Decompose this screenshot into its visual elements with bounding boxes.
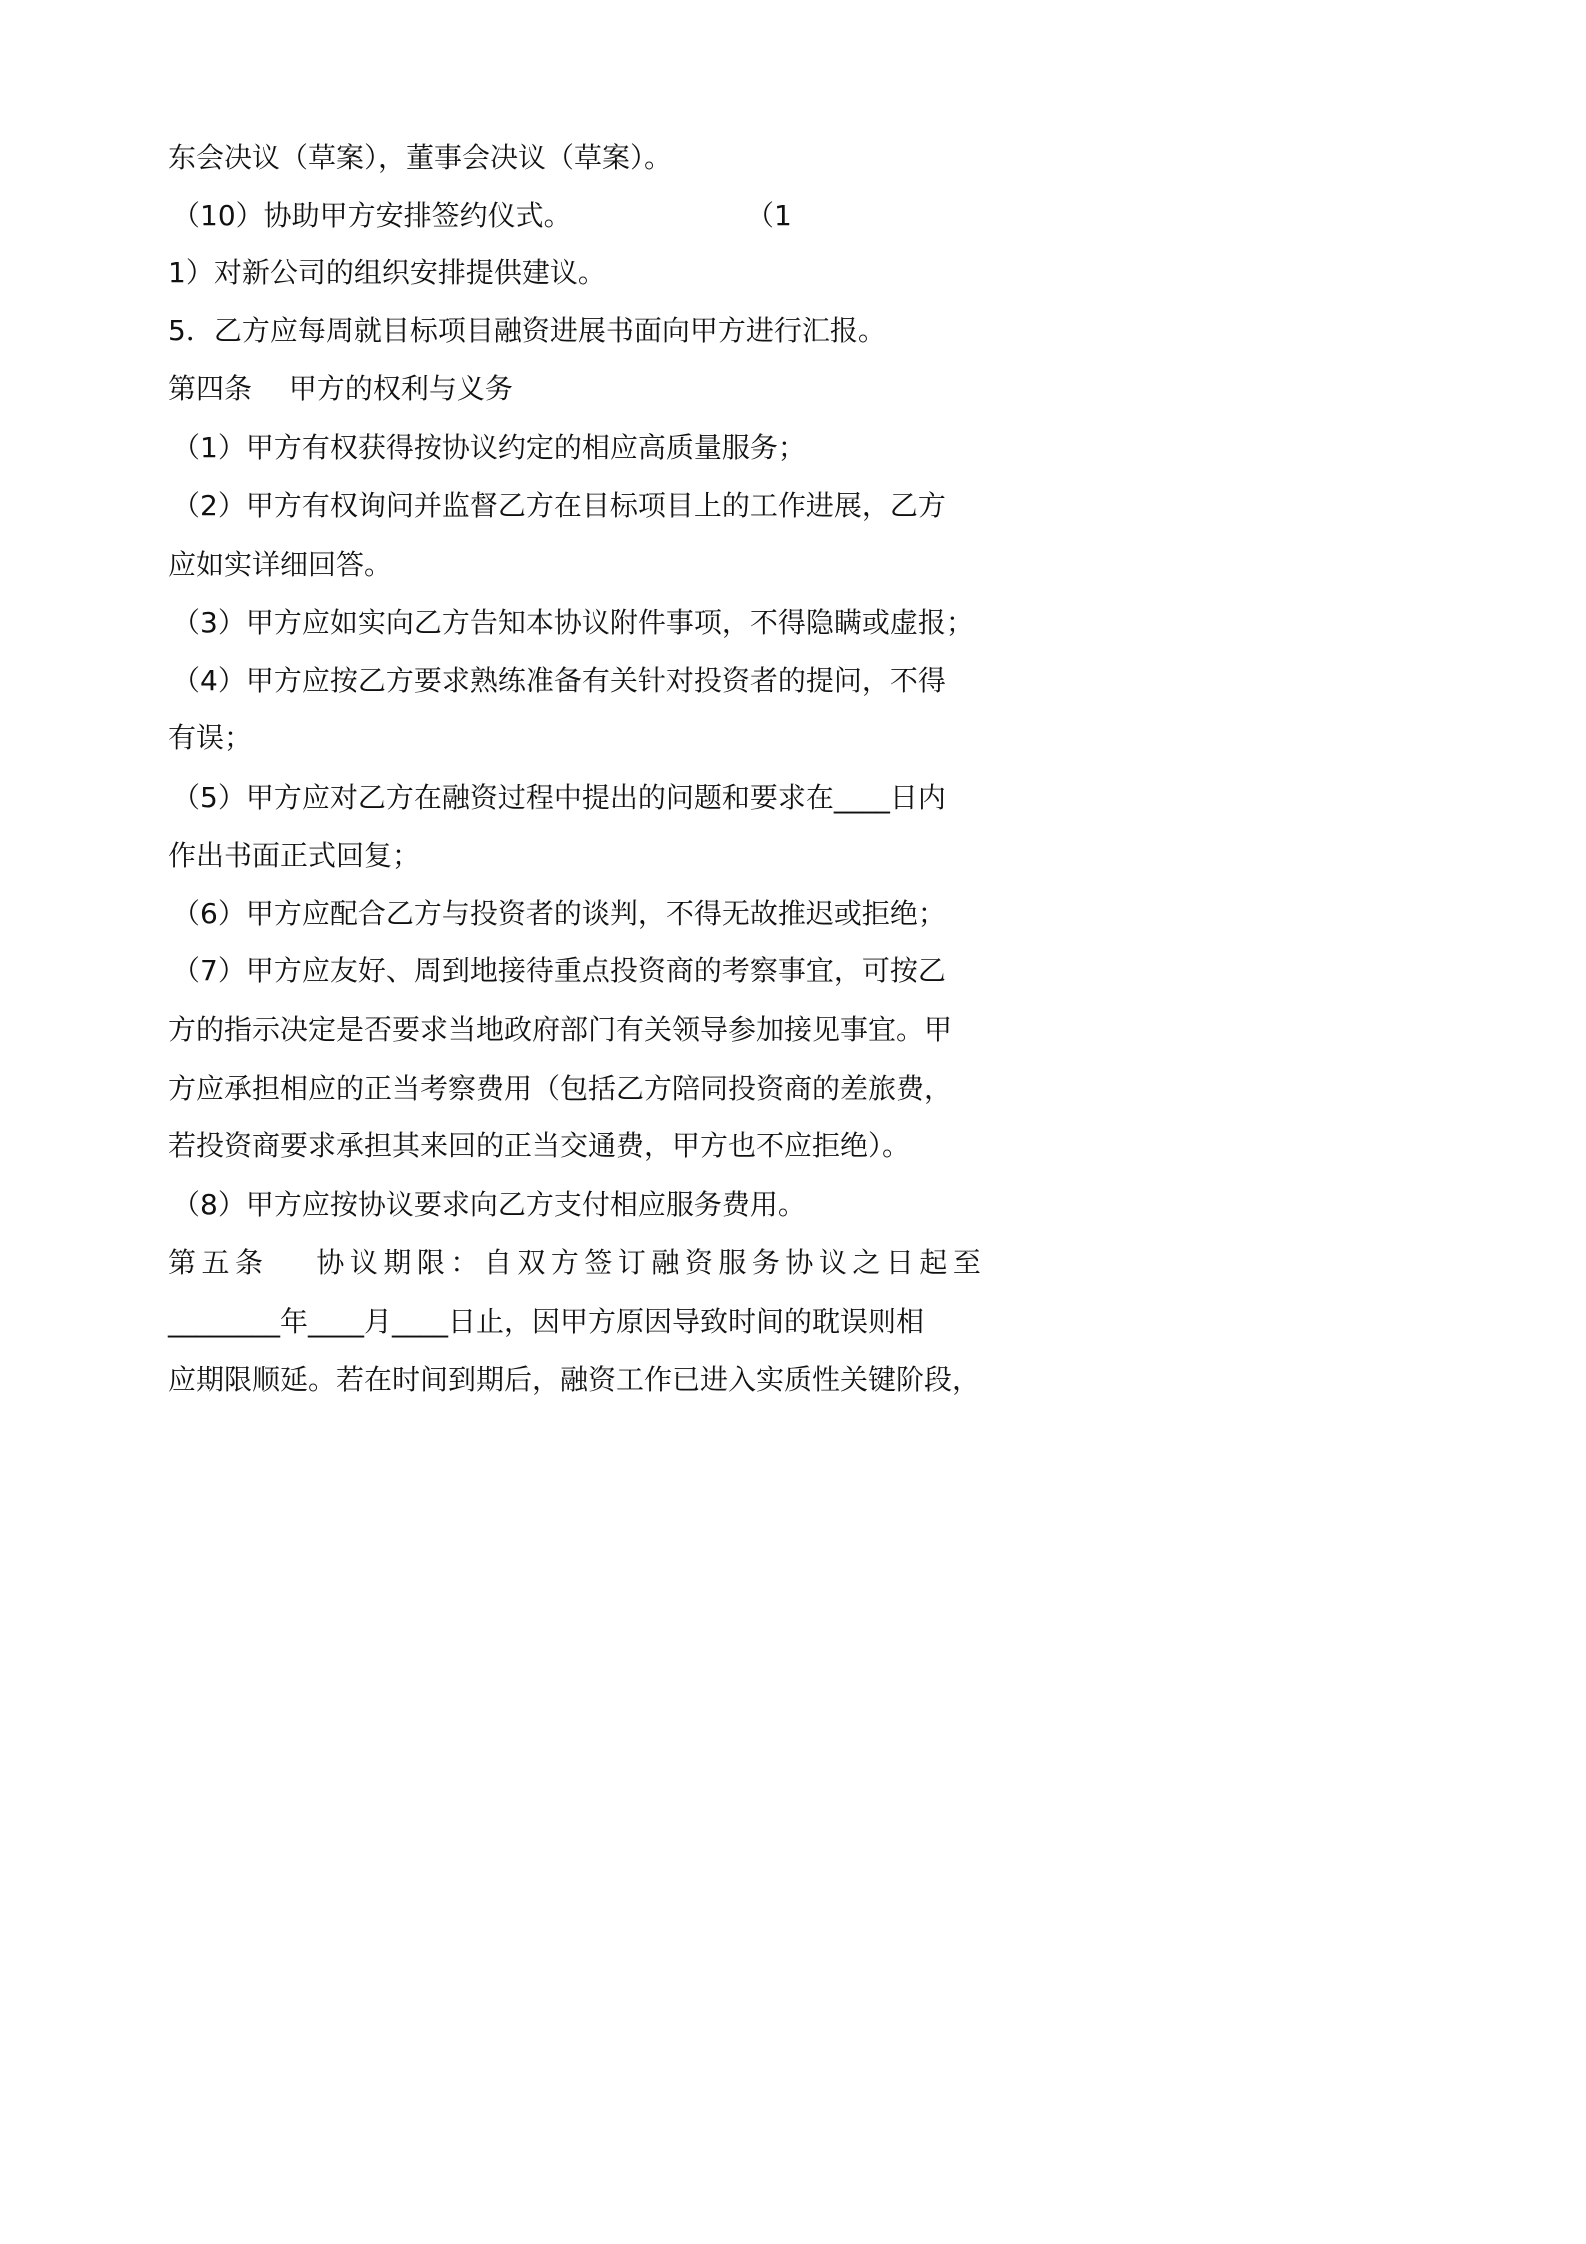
text-line: （5）甲方应对乙方在融资过程中提出的问题和要求在____日内 [172,781,946,814]
text-line: （4）甲方应按乙方要求熟练准备有关针对投资者的提问，不得 [172,664,946,697]
article-heading: 第四条 甲方的权利与义务 [168,372,513,405]
text-line: 有误； [168,721,253,754]
text-line: 若投资商要求承担其来回的正当交通费，甲方也不应拒绝）。 [168,1129,911,1162]
text-line: 方的指示决定是否要求当地政府部门有关领导参加接见事宜。甲 [168,1013,953,1046]
text-line: 应如实详细回答。 [168,548,393,581]
text-line: 1）对新公司的组织安排提供建议。 [168,256,606,289]
text-line: （7）甲方应友好、周到地接待重点投资商的考察事宜，可按乙 [172,954,946,987]
text-line: （1）甲方有权获得按协议约定的相应高质量服务； [172,431,806,464]
text-line: 作出书面正式回复； [168,839,421,872]
text-line: 东会决议（草案），董事会决议（草案）。 [168,141,673,174]
article-heading: 第五条 协议期限：自双方签订融资服务协议之日起至 [168,1246,987,1279]
text-line: （6）甲方应配合乙方与投资者的谈判，不得无故推迟或拒绝； [172,897,946,930]
text-line: 方应承担相应的正当考察费用（包括乙方陪同投资商的差旅费， [168,1072,953,1105]
text-line: ________年____月____日止，因甲方原因导致时间的耽误则相 [168,1305,925,1338]
text-line: 5．乙方应每周就目标项目融资进展书面向甲方进行汇报。 [168,314,886,347]
text-line: （8）甲方应按协议要求向乙方支付相应服务费用。 [172,1188,806,1221]
document-page [0,0,1106,1563]
text-line: （3）甲方应如实向乙方告知本协议附件事项，不得隐瞒或虚报； [172,606,974,639]
text-line: （10）协助甲方安排签约仪式。 [172,199,572,232]
text-line: （2）甲方有权询问并监督乙方在目标项目上的工作进展，乙方 [172,489,946,522]
item-number-fragment: （1 [746,199,792,232]
text-line: 应期限顺延。若在时间到期后，融资工作已进入实质性关键阶段， [168,1363,981,1396]
